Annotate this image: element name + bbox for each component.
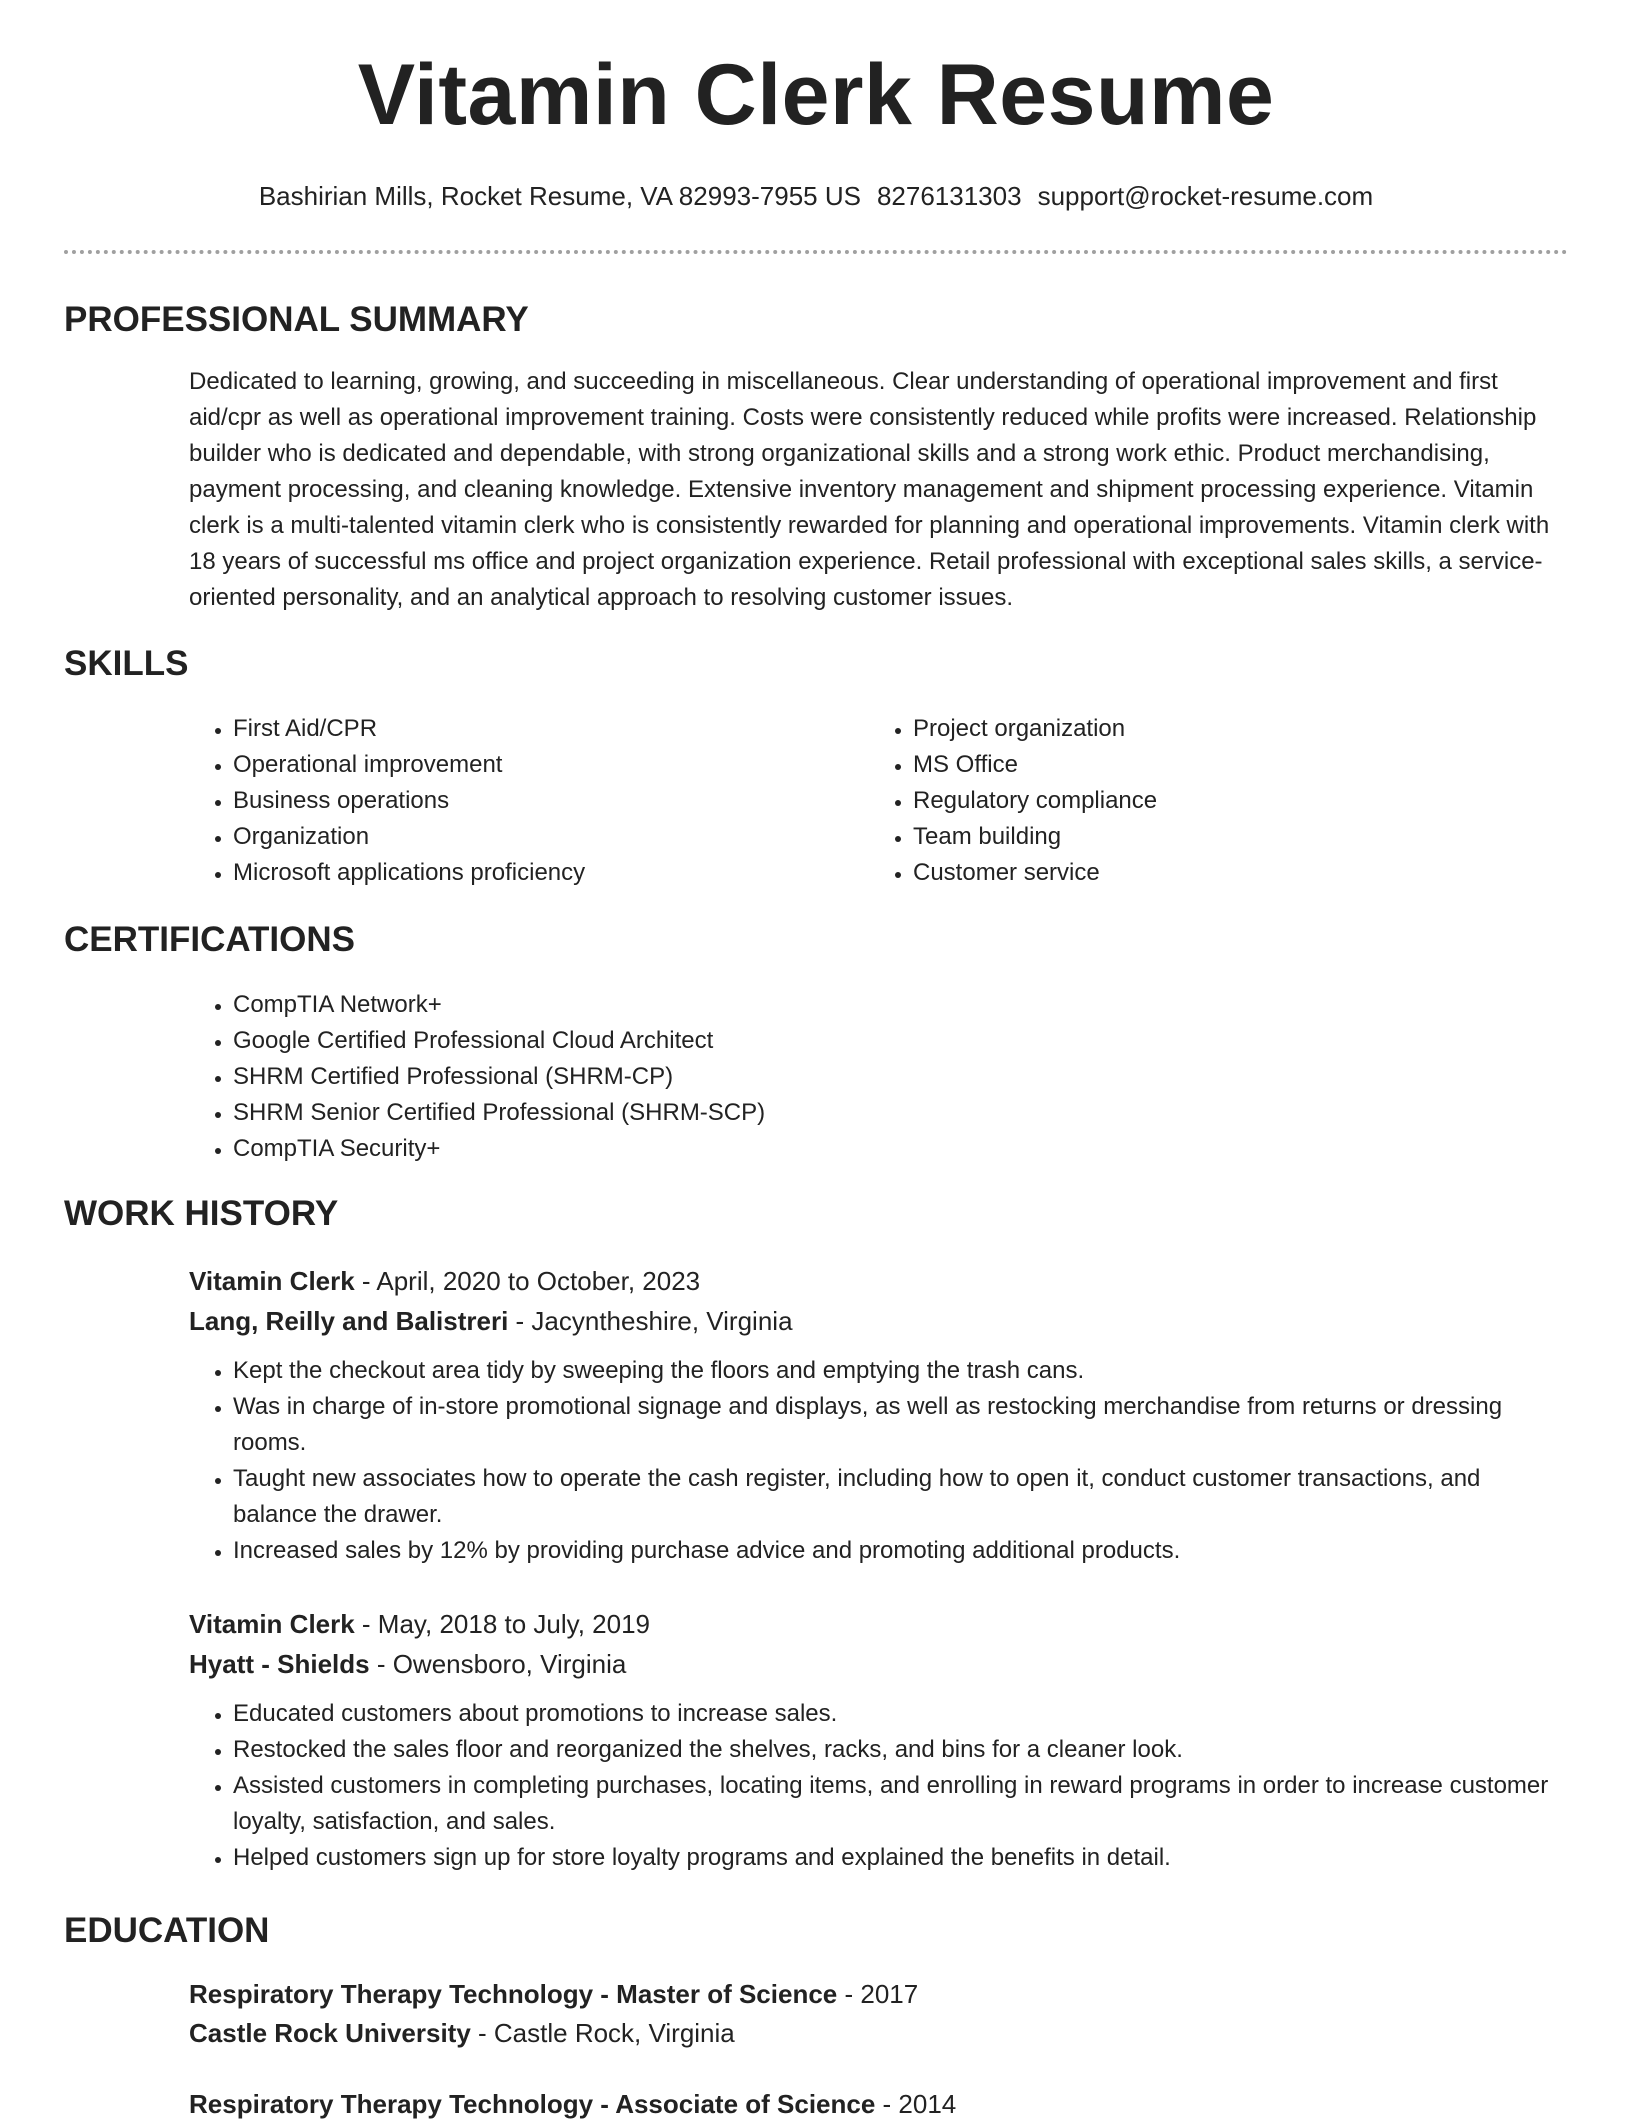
job-company: Hyatt - Shields — [189, 1649, 370, 1679]
job-dates: - May, 2018 to July, 2019 — [354, 1609, 651, 1639]
education-school-line — [189, 2014, 1559, 2053]
job-role-line — [189, 1604, 1559, 1644]
job-bullet: • Helped customers sign up for store loyalty programs and explained the benefits in detail. — [233, 1840, 1559, 1876]
job-bullet: • Kept the checkout area tidy by sweeping the floors and emptying the trash cans. — [233, 1353, 1559, 1389]
job-bullets — [189, 1696, 1559, 1876]
education-degree: Respiratory Therapy Technology - Associate of Science — [189, 2089, 876, 2119]
job-company: Lang, Reilly and Balistreri — [189, 1306, 509, 1336]
job-role-line — [189, 1261, 1559, 1301]
certification-item: • Google Certified Professional Cloud Architect — [233, 1023, 1089, 1059]
skill-item: • Regulatory compliance — [913, 783, 1509, 819]
contact-address: Bashirian Mills, Rocket Resume, VA 82993-7955 US — [258, 181, 861, 211]
section-title-certifications: CERTIFICATIONS — [64, 920, 356, 959]
section-title-skills: SKILLS — [64, 644, 189, 683]
skills-list-left — [189, 711, 829, 891]
education-entry — [189, 1975, 1559, 2053]
certification-item: • SHRM Senior Certified Professional (SHRM-SCP) — [233, 1095, 1089, 1131]
job-company-line — [189, 1301, 1559, 1341]
skill-item: • Customer service — [913, 855, 1509, 891]
job-bullet: • Was in charge of in-store promotional signage and displays, as well as restocking merchandise from returns or dressing rooms. — [233, 1389, 1559, 1461]
job-entry — [189, 1604, 1559, 1876]
section-title-summary: PROFESSIONAL SUMMARY — [64, 300, 529, 339]
summary-text: Dedicated to learning, growing, and succeeding in miscellaneous. Clear understanding of operational improvement and first aid/cpr as well as operational improvement training. Costs were consistently reduced while profits were increased. Relationship builder who is dedicated and dependable, with strong organizational skills and a strong work ethic. Product merchandising, payment processing, and cleaning knowledge. Extensive inventory management and shipment processing experience. Vitamin clerk is a multi-talented vitamin clerk who is consistently rewarded for planning and operational improvements. Vitamin clerk with 18 years of successful ms office and project organization experience. Retail professional with exceptional sales skills, a service-oriented personality, and an analytical approach to resolving customer issues. — [189, 368, 1550, 611]
job-role: Vitamin Clerk — [189, 1266, 355, 1296]
job-dates: - April, 2020 to October, 2023 — [354, 1266, 701, 1296]
section-title-education: EDUCATION — [64, 1911, 270, 1950]
skills-list-right — [869, 711, 1509, 891]
job-location: - Jacyntheshire, Virginia — [508, 1306, 793, 1336]
education-location: - Castle Rock, Virginia — [470, 2018, 735, 2048]
education-school: Castle Rock University — [189, 2018, 471, 2048]
skill-item: • Project organization — [913, 711, 1509, 747]
skill-item: • Microsoft applications proficiency — [233, 855, 829, 891]
job-bullet: • Assisted customers in completing purchases, locating items, and enrolling in reward programs in order to increase customer loyalty, satisfaction, and sales. — [233, 1768, 1559, 1840]
resume-title: Vitamin Clerk Resume — [357, 47, 1275, 143]
job-bullet: • Educated customers about promotions to increase sales. — [233, 1696, 1559, 1732]
section-title-work-history: WORK HISTORY — [64, 1194, 339, 1233]
education-degree-line — [189, 2085, 1559, 2124]
certifications-list — [189, 987, 1089, 1167]
skill-item: • First Aid/CPR — [233, 711, 829, 747]
skill-item: • Business operations — [233, 783, 829, 819]
education-degree: Respiratory Therapy Technology - Master of Science — [189, 1979, 838, 2009]
skill-item: • MS Office — [913, 747, 1509, 783]
job-entry — [189, 1261, 1559, 1569]
skill-item: • Team building — [913, 819, 1509, 855]
skill-item: • Operational improvement — [233, 747, 829, 783]
education-entry — [189, 2085, 1559, 2124]
job-bullets — [189, 1353, 1559, 1569]
education-year: - 2014 — [875, 2089, 957, 2119]
contact-email: support@rocket-resume.com — [1037, 181, 1374, 211]
job-role: Vitamin Clerk — [189, 1609, 355, 1639]
job-bullet: • Taught new associates how to operate the cash register, including how to open it, conduct customer transactions, and balance the drawer. — [233, 1461, 1559, 1533]
contact-line — [0, 183, 1632, 209]
job-location: - Owensboro, Virginia — [369, 1649, 627, 1679]
job-bullet: • Increased sales by 12% by providing purchase advice and promoting additional products. — [233, 1533, 1559, 1569]
education-year: - 2017 — [837, 1979, 919, 2009]
certification-item: • SHRM Certified Professional (SHRM-CP) — [233, 1059, 1089, 1095]
certification-item: • CompTIA Network+ — [233, 987, 1089, 1023]
header-divider — [64, 250, 1568, 254]
job-bullet: • Restocked the sales floor and reorganized the shelves, racks, and bins for a cleaner look. — [233, 1732, 1559, 1768]
skill-item: • Organization — [233, 819, 829, 855]
job-company-line — [189, 1644, 1559, 1684]
contact-phone: 8276131303 — [876, 181, 1022, 211]
certification-item: • CompTIA Security+ — [233, 1131, 1089, 1167]
education-degree-line — [189, 1975, 1559, 2014]
